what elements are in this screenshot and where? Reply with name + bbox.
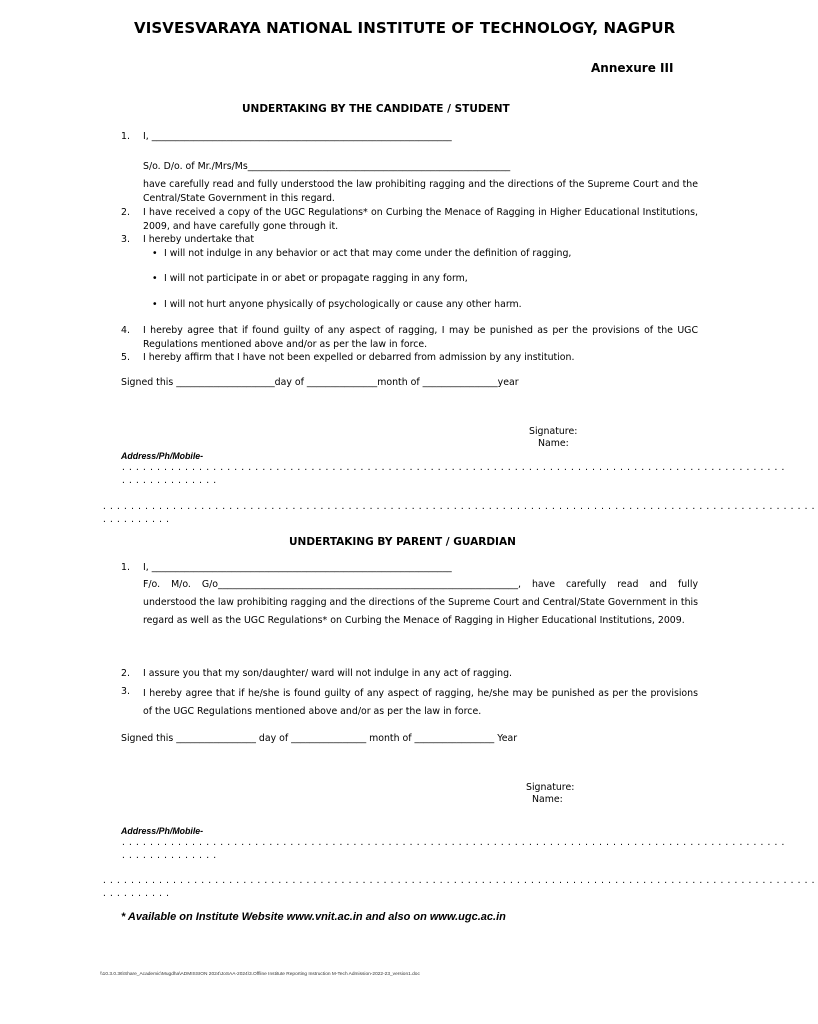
student-name-label: Name: [538, 438, 569, 449]
student-signature-label: Signature: [529, 426, 578, 437]
parent-item-2-number: 2. [121, 668, 130, 679]
parent-address-dots-2: .............. [121, 851, 220, 860]
student-item-5-number: 5. [121, 352, 130, 363]
student-bullet-3 [152, 298, 522, 312]
parent-signature-label: Signature: [526, 782, 575, 793]
parent-section-title: UNDERTAKING BY PARENT / GUARDIAN [289, 536, 516, 548]
parent-address-dots-4: .......... [102, 889, 173, 898]
student-address-dots-4: .......... [102, 515, 173, 524]
parent-item-3: I hereby agree that if he/she is found guilty of any aspect of ragging, he/she may be punished as per the provisions of the UGC Regulations mentioned above and/or as per the law in force. [143, 688, 698, 717]
student-bullet-2 [152, 272, 468, 286]
student-address-label: Address/Ph/Mobile- [121, 451, 204, 461]
parent-item-1-number: 1. [121, 562, 130, 573]
student-item-1-number: 1. [121, 131, 130, 142]
student-address-dots-2: .............. [121, 476, 220, 485]
bullet-icon: • [152, 248, 158, 259]
parent-address-dots-3: ...................................................................................................... [102, 876, 818, 885]
parent-item-2: I assure you that my son/daughter/ ward will not indulge in any act of ragging. [143, 668, 513, 679]
student-item-3-number: 3. [121, 234, 130, 245]
student-signed-line: Signed this _____________________day of _______________month of ________________year [121, 377, 519, 388]
parent-item-3-number: 3. [121, 686, 130, 697]
bullet-icon: • [152, 299, 158, 310]
student-item-4-number: 4. [121, 325, 130, 336]
student-bullet-1 [152, 247, 571, 261]
parent-signed-line: Signed this _________________ day of ________________ month of _________________ Year [121, 733, 518, 744]
bullet-icon: • [152, 273, 158, 284]
student-item-3: I hereby undertake that [143, 234, 255, 245]
student-parent-line: S/o. D/o. of Mr./Mrs/Ms________________________________________________________ [143, 161, 511, 172]
student-statement: have carefully read and fully understood the law prohibiting ragging and the directions of the Supreme Court and the Central/State Government in this regard. [143, 179, 698, 204]
student-item-2: I have received a copy of the UGC Regulations* on Curbing the Menace of Ragging in Higher Educational Institutions, 2009, and have carefully gone through it. [143, 207, 698, 232]
student-item-2-number: 2. [121, 207, 130, 218]
parent-address-dots-1: ............................................................................................... [121, 838, 788, 847]
bullet-text: I will not hurt anyone physically of psychologically or cause any other harm. [164, 299, 522, 310]
file-path-footer: \\10.3.0.36\Share_Academic\Mugdha\ADMISSION 2024\JoSAA-2024\3.Offline Institute Reporting Instruction M-Tech Admission-2022-23_version1.doc [100, 972, 420, 977]
annexure-label: Annexure III [591, 61, 674, 75]
student-item-4: I hereby agree that if found guilty of any aspect of ragging, I may be punished as per the provisions of the UGC Regulations mentioned above and/or as per the law in force. [143, 325, 698, 350]
student-address-dots-3: ...................................................................................................... [102, 502, 818, 511]
student-name-line: I, ________________________________________________________________ [143, 131, 452, 142]
bullet-text: I will not participate in or abet or propagate ragging in any form, [164, 273, 468, 284]
student-address-dots-1: ............................................................................................... [121, 463, 788, 472]
institute-title: VISVESVARAYA NATIONAL INSTITUTE OF TECHNOLOGY, NAGPUR [134, 19, 676, 37]
bullet-text: I will not indulge in any behavior or act that may come under the definition of ragging, [164, 248, 572, 259]
student-section-title: UNDERTAKING BY THE CANDIDATE / STUDENT [242, 103, 510, 115]
parent-name-line: I, ________________________________________________________________ [143, 562, 452, 573]
student-item-5: I hereby affirm that I have not been expelled or debarred from admission by any institution. [143, 352, 575, 363]
parent-statement: F/o. M/o. G/o________________________________________________________________, have carefully read and fully understood the law prohibiting ragging and the directions of the Supreme Court and Central/State Government in this regard as well as the UGC Regulations* on Curbing the Menace of Ragging in Higher Educational Institutions, 2009. [143, 579, 698, 626]
parent-address-label: Address/Ph/Mobile- [121, 826, 204, 836]
footnote: * Available on Institute Website www.vnit.ac.in and also on www.ugc.ac.in [121, 911, 506, 923]
parent-name-label: Name: [532, 794, 563, 805]
